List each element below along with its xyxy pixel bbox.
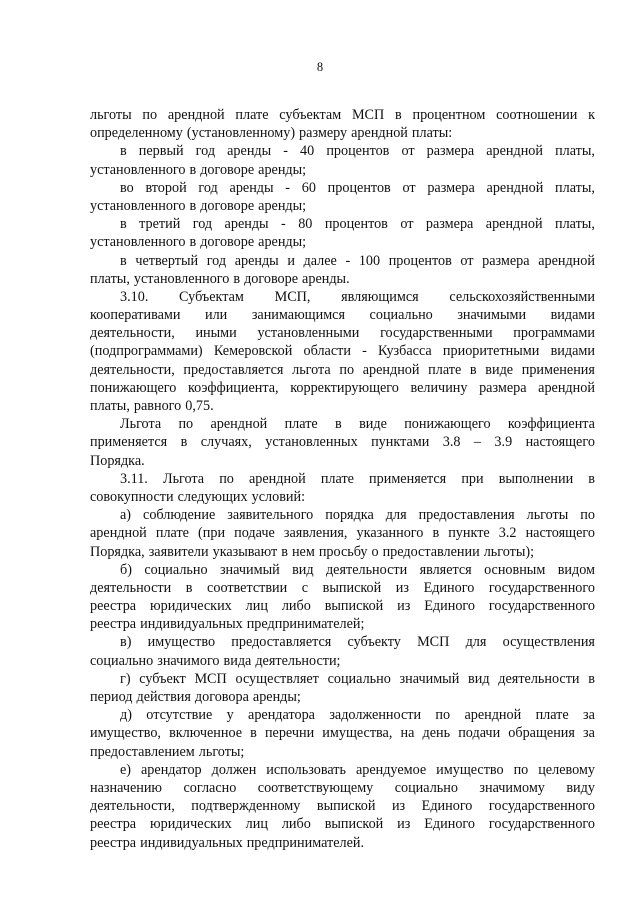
text-line: деятельности в соответствии с выпиской из Единого государственного bbox=[90, 579, 595, 596]
text-line: совокупности следующих условий: bbox=[90, 488, 306, 505]
text-line: (подпрограммами) Кемеровской области - Кузбасса приоритетными видами bbox=[90, 343, 595, 360]
text-line: 3.11. Льгота по арендной плате применяется при выполнении в bbox=[120, 470, 595, 487]
text-line: в) имущество предоставляется субъекту МСП для осуществления bbox=[120, 634, 595, 651]
text-line: реестра индивидуальных предпринимателей; bbox=[90, 616, 365, 633]
body-text bbox=[90, 106, 595, 852]
text-line: во второй год аренды - 60 процентов от размера арендной платы, bbox=[120, 179, 595, 196]
text-line: понижающего коэффициента, корректирующего величину размера арендной bbox=[90, 379, 595, 396]
text-line: 3.10. Субъектам МСП, являющимся сельскохозяйственными bbox=[120, 288, 595, 305]
text-line: г) субъект МСП осуществляет социально значимый вид деятельности в bbox=[120, 670, 595, 687]
text-line: социально значимого вида деятельности; bbox=[90, 652, 341, 669]
text-line: период действия договора аренды; bbox=[90, 689, 301, 705]
text-line: деятельности, подтвержденному выпиской из Единого государственного bbox=[90, 798, 595, 815]
text-line: б) социально значимый вид деятельности является основным видом bbox=[120, 561, 595, 578]
page-number: 8 bbox=[316, 60, 324, 74]
text-line: определенному (установленному) размеру арендной платы: bbox=[90, 125, 453, 142]
text-line: реестра юридических лиц либо выпиской из Единого государственного bbox=[90, 598, 595, 615]
text-line: в первый год аренды - 40 процентов от размера арендной платы, bbox=[120, 143, 595, 160]
text-line: имущество, включенное в перечни имущества, на день подачи обращения за bbox=[90, 725, 595, 742]
text-line: д) отсутствие у арендатора задолженности по арендной плате за bbox=[120, 707, 595, 724]
text-line: в четвертый год аренды и далее - 100 процентов от размера арендной bbox=[120, 252, 595, 269]
text-line: деятельности, предоставляется льгота по арендной плате в виде применения bbox=[90, 361, 595, 378]
text-line: Порядка. bbox=[90, 452, 145, 469]
text-line: установленного в договоре аренды; bbox=[90, 161, 307, 178]
text-line: предоставлением льготы; bbox=[90, 743, 245, 760]
text-line: платы, установленного в договоре аренды. bbox=[90, 270, 350, 287]
text-line: в третий год аренды - 80 процентов от размера арендной платы, bbox=[120, 216, 595, 233]
text-line: применяется в случаях, установленных пунктами 3.8 – 3.9 настоящего bbox=[90, 434, 595, 451]
text-line: реестра индивидуальных предпринимателей. bbox=[90, 834, 365, 851]
text-line: платы, равного 0,75. bbox=[90, 398, 214, 414]
text-line: Льгота по арендной плате в виде понижающего коэффициента bbox=[120, 416, 595, 433]
text-line: деятельности, иными установленными государственными программами bbox=[90, 325, 595, 342]
text-line: Порядка, заявители указывают в нем просьбу о предоставлении льготы); bbox=[90, 543, 535, 560]
text-line: установленного в договоре аренды; bbox=[90, 197, 307, 214]
text-line: а) соблюдение заявительного порядка для предоставления льготы по bbox=[120, 507, 595, 524]
text-line: назначению согласно соответствующему социально значимому виду bbox=[90, 779, 595, 796]
text-line: реестра юридических лиц либо выпиской из Единого государственного bbox=[90, 816, 595, 833]
text-line: льготы по арендной плате субъектам МСП в процентном соотношении к bbox=[90, 107, 595, 123]
text-line: установленного в договоре аренды; bbox=[90, 234, 307, 251]
text-line: е) арендатор должен использовать арендуемое имущество по целевому bbox=[120, 761, 595, 778]
text-line: арендной плате (при подаче заявления, указанного в пункте 3.2 настоящего bbox=[90, 525, 595, 542]
text-line: кооперативами или занимающимся социально значимыми видами bbox=[90, 307, 595, 324]
